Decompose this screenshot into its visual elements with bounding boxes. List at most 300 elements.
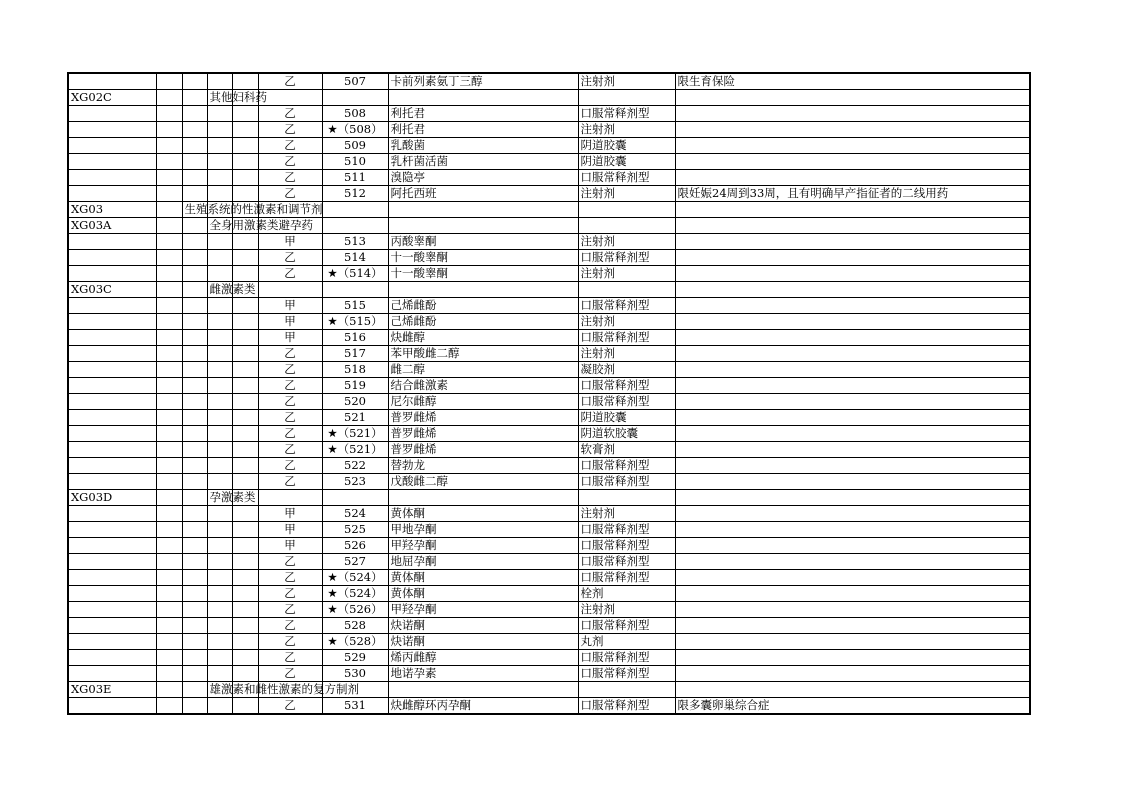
dosage-form-cell (578, 490, 675, 506)
blank-cell (232, 426, 258, 442)
blank-cell (156, 602, 182, 618)
blank-cell (156, 426, 182, 442)
dosage-form-cell: 口服常释剂型 (578, 618, 675, 634)
dosage-form-cell: 口服常释剂型 (578, 330, 675, 346)
subgroup-label: 孕激素类 (209, 490, 256, 504)
code-cell: XG03A (68, 218, 156, 234)
dosage-form-cell (578, 202, 675, 218)
group-label-cell (182, 650, 207, 666)
table-row (68, 442, 1030, 458)
code-cell (68, 330, 156, 346)
table-row (68, 506, 1030, 522)
group-label-cell (182, 570, 207, 586)
blank-cell (232, 650, 258, 666)
drug-name-cell: 利托君 (388, 122, 578, 138)
table-row (68, 330, 1030, 346)
drug-name-cell: 普罗雌烯 (388, 410, 578, 426)
table-row (68, 522, 1030, 538)
blank-cell (156, 554, 182, 570)
blank-cell (232, 554, 258, 570)
drug-name-cell: 炔雌醇 (388, 330, 578, 346)
table-row (68, 90, 1030, 106)
table-row (68, 666, 1030, 682)
blank-cell (156, 506, 182, 522)
dosage-form-cell: 口服常释剂型 (578, 538, 675, 554)
number-cell: ★（508） (322, 122, 388, 138)
drug-name-cell (388, 90, 578, 106)
blank-cell (232, 378, 258, 394)
category-cell: 甲 (258, 506, 322, 522)
blank-cell (232, 474, 258, 490)
blank-cell (232, 73, 258, 90)
category-cell: 乙 (258, 106, 322, 122)
blank-cell (156, 298, 182, 314)
blank-cell (232, 314, 258, 330)
table-row (68, 618, 1030, 634)
category-cell: 乙 (258, 698, 322, 715)
subgroup-label-cell (207, 250, 232, 266)
group-label-cell (182, 618, 207, 634)
dosage-form-cell: 软膏剂 (578, 442, 675, 458)
subgroup-label-cell (207, 506, 232, 522)
code-cell (68, 442, 156, 458)
number-cell: 528 (322, 618, 388, 634)
dosage-form-cell (578, 218, 675, 234)
note-cell (675, 506, 1030, 522)
number-cell: 520 (322, 394, 388, 410)
subgroup-label-cell (207, 426, 232, 442)
number-cell: 522 (322, 458, 388, 474)
blank-cell (232, 634, 258, 650)
dosage-form-cell: 丸剂 (578, 634, 675, 650)
dosage-form-cell: 注射剂 (578, 73, 675, 90)
table-row (68, 282, 1030, 298)
group-label-cell (182, 426, 207, 442)
drug-name-cell (388, 202, 578, 218)
drug-name-cell (388, 282, 578, 298)
blank-cell (156, 474, 182, 490)
drug-name-cell: 甲羟孕酮 (388, 538, 578, 554)
category-cell: 乙 (258, 586, 322, 602)
drug-name-cell: 十一酸睾酮 (388, 250, 578, 266)
blank-cell (232, 298, 258, 314)
table-row (68, 170, 1030, 186)
group-label-cell (182, 106, 207, 122)
drug-name-cell: 结合雌激素 (388, 378, 578, 394)
group-label-cell (182, 218, 207, 234)
blank-cell (232, 458, 258, 474)
number-cell: 531 (322, 698, 388, 715)
blank-cell (232, 186, 258, 202)
subgroup-label-cell (207, 618, 232, 634)
table-row (68, 634, 1030, 650)
group-label-cell (182, 154, 207, 170)
table-row (68, 266, 1030, 282)
subgroup-label-cell (207, 234, 232, 250)
dosage-form-cell: 注射剂 (578, 186, 675, 202)
blank-cell (232, 266, 258, 282)
code-cell (68, 634, 156, 650)
category-cell: 乙 (258, 602, 322, 618)
note-cell (675, 458, 1030, 474)
blank-cell (156, 650, 182, 666)
group-label-cell (182, 378, 207, 394)
category-cell: 甲 (258, 314, 322, 330)
number-cell: 530 (322, 666, 388, 682)
blank-cell (156, 666, 182, 682)
group-label-cell (182, 314, 207, 330)
table-body (68, 73, 1030, 714)
category-cell: 乙 (258, 666, 322, 682)
table-row (68, 362, 1030, 378)
group-label-cell (182, 442, 207, 458)
code-cell (68, 666, 156, 682)
dosage-form-cell: 阴道胶囊 (578, 138, 675, 154)
category-cell: 甲 (258, 538, 322, 554)
blank-cell (232, 618, 258, 634)
dosage-form-cell: 口服常释剂型 (578, 394, 675, 410)
table-row (68, 650, 1030, 666)
group-label-cell (182, 554, 207, 570)
table-row (68, 426, 1030, 442)
number-cell: ★（521） (322, 442, 388, 458)
subgroup-label-cell (207, 682, 359, 698)
blank-cell (156, 442, 182, 458)
dosage-form-cell: 口服常释剂型 (578, 458, 675, 474)
blank-cell (156, 458, 182, 474)
dosage-form-cell: 注射剂 (578, 506, 675, 522)
blank-cell (156, 202, 182, 218)
subgroup-label: 其他妇科药 (209, 90, 267, 104)
category-cell: 乙 (258, 346, 322, 362)
dosage-form-cell: 注射剂 (578, 266, 675, 282)
code-cell (68, 234, 156, 250)
code-cell (68, 250, 156, 266)
blank-cell (156, 218, 182, 234)
category-cell: 乙 (258, 250, 322, 266)
dosage-form-cell: 口服常释剂型 (578, 298, 675, 314)
category-cell: 甲 (258, 234, 322, 250)
category-cell (258, 490, 322, 506)
blank-cell (232, 410, 258, 426)
note-cell: 限多囊卵巢综合症 (675, 698, 1030, 715)
subgroup-label-cell (207, 170, 232, 186)
group-label-cell (182, 330, 207, 346)
blank-cell (156, 490, 182, 506)
table-row (68, 346, 1030, 362)
subgroup-label-cell (207, 106, 232, 122)
dosage-form-cell: 口服常释剂型 (578, 522, 675, 538)
code-cell (68, 186, 156, 202)
drug-name-cell (388, 490, 578, 506)
subgroup-label-cell (207, 570, 232, 586)
blank-cell (232, 362, 258, 378)
table-row (68, 378, 1030, 394)
drug-name-cell: 戊酸雌二醇 (388, 474, 578, 490)
dosage-form-cell: 口服常释剂型 (578, 554, 675, 570)
number-cell (322, 90, 388, 106)
blank-cell (232, 346, 258, 362)
dosage-form-cell: 注射剂 (578, 234, 675, 250)
subgroup-label-cell (207, 314, 232, 330)
group-label-cell (182, 202, 323, 218)
note-cell (675, 234, 1030, 250)
table-row (68, 682, 1030, 698)
drug-name-cell: 普罗雌烯 (388, 442, 578, 458)
note-cell (675, 618, 1030, 634)
blank-cell (232, 506, 258, 522)
group-label-cell (182, 666, 207, 682)
group-label-cell (182, 170, 207, 186)
subgroup-label-cell (207, 282, 256, 298)
blank-cell (156, 282, 182, 298)
subgroup-label-cell (207, 586, 232, 602)
category-cell: 乙 (258, 138, 322, 154)
group-label-cell (182, 474, 207, 490)
code-cell (68, 474, 156, 490)
subgroup-label-cell (207, 474, 232, 490)
table-row (68, 73, 1030, 90)
blank-cell (156, 618, 182, 634)
dosage-form-cell: 注射剂 (578, 346, 675, 362)
category-cell: 乙 (258, 266, 322, 282)
subgroup-label-cell (207, 698, 232, 715)
code-cell: XG03 (68, 202, 156, 218)
code-cell (68, 298, 156, 314)
group-label: 生殖系统的性激素和调节剂 (184, 202, 323, 216)
category-cell: 乙 (258, 362, 322, 378)
blank-cell (232, 106, 258, 122)
drug-name-cell: 炔雌醇环丙孕酮 (388, 698, 578, 715)
number-cell: 527 (322, 554, 388, 570)
dosage-form-cell: 口服常释剂型 (578, 666, 675, 682)
drug-name-cell: 十一酸睾酮 (388, 266, 578, 282)
blank-cell (156, 138, 182, 154)
code-cell (68, 362, 156, 378)
number-cell: 516 (322, 330, 388, 346)
dosage-form-cell: 注射剂 (578, 602, 675, 618)
group-label-cell (182, 138, 207, 154)
group-label-cell (182, 682, 207, 698)
note-cell (675, 378, 1030, 394)
category-cell: 乙 (258, 442, 322, 458)
group-label-cell (182, 122, 207, 138)
code-cell (68, 554, 156, 570)
subgroup-label-cell (207, 346, 232, 362)
group-label-cell (182, 506, 207, 522)
blank-cell (232, 330, 258, 346)
blank-cell (156, 330, 182, 346)
subgroup-label: 雄激素和雌性激素的复方制剂 (209, 682, 359, 696)
note-cell (675, 138, 1030, 154)
group-label-cell (182, 490, 207, 506)
table-row (68, 218, 1030, 234)
code-cell (68, 106, 156, 122)
code-cell (68, 73, 156, 90)
note-cell (675, 218, 1030, 234)
table-row (68, 586, 1030, 602)
number-cell: ★（524） (322, 586, 388, 602)
note-cell (675, 250, 1030, 266)
blank-cell (156, 346, 182, 362)
blank-cell (156, 570, 182, 586)
number-cell: 511 (322, 170, 388, 186)
subgroup-label-cell (207, 186, 232, 202)
category-cell (258, 90, 322, 106)
subgroup-label: 雌激素类 (209, 282, 256, 296)
dosage-form-cell: 口服常释剂型 (578, 698, 675, 715)
blank-cell (232, 538, 258, 554)
code-cell (68, 394, 156, 410)
subgroup-label-cell (207, 522, 232, 538)
drug-name-cell: 雌二醇 (388, 362, 578, 378)
subgroup-label-cell (207, 554, 232, 570)
group-label-cell (182, 250, 207, 266)
table-row (68, 202, 1030, 218)
blank-cell (156, 538, 182, 554)
number-cell: 529 (322, 650, 388, 666)
blank-cell (232, 138, 258, 154)
subgroup-label-cell (207, 490, 256, 506)
drug-name-cell: 丙酸睾酮 (388, 234, 578, 250)
blank-cell (232, 698, 258, 715)
table-row (68, 122, 1030, 138)
blank-cell (156, 314, 182, 330)
drug-name-cell: 地屈孕酮 (388, 554, 578, 570)
category-cell: 乙 (258, 122, 322, 138)
subgroup-label-cell (207, 394, 232, 410)
code-cell (68, 458, 156, 474)
note-cell (675, 490, 1030, 506)
drug-name-cell: 乳酸菌 (388, 138, 578, 154)
blank-cell (156, 250, 182, 266)
dosage-form-cell: 口服常释剂型 (578, 106, 675, 122)
group-label-cell (182, 698, 207, 715)
blank-cell (156, 394, 182, 410)
subgroup-label-cell (207, 138, 232, 154)
dosage-form-cell (578, 682, 675, 698)
number-cell: ★（521） (322, 426, 388, 442)
blank-cell (156, 170, 182, 186)
code-cell (68, 698, 156, 715)
table-row (68, 570, 1030, 586)
subgroup-label-cell (207, 218, 313, 234)
table-row (68, 394, 1030, 410)
blank-cell (156, 186, 182, 202)
group-label-cell (182, 362, 207, 378)
table-row (68, 154, 1030, 170)
table-row (68, 250, 1030, 266)
note-cell (675, 474, 1030, 490)
number-cell: 514 (322, 250, 388, 266)
category-cell: 乙 (258, 618, 322, 634)
code-cell (68, 618, 156, 634)
drug-name-cell: 炔诺酮 (388, 618, 578, 634)
code-cell (68, 602, 156, 618)
group-label-cell (182, 346, 207, 362)
dosage-form-cell: 阴道胶囊 (578, 154, 675, 170)
blank-cell (156, 154, 182, 170)
subgroup-label-cell (207, 602, 232, 618)
note-cell (675, 330, 1030, 346)
blank-cell (156, 90, 182, 106)
subgroup-label-cell (207, 538, 232, 554)
number-cell: 512 (322, 186, 388, 202)
number-cell: 517 (322, 346, 388, 362)
blank-cell (156, 266, 182, 282)
group-label-cell (182, 394, 207, 410)
subgroup-label-cell (207, 298, 232, 314)
category-cell: 乙 (258, 154, 322, 170)
note-cell (675, 586, 1030, 602)
drug-name-cell: 黄体酮 (388, 586, 578, 602)
note-cell (675, 650, 1030, 666)
note-cell (675, 346, 1030, 362)
blank-cell (232, 442, 258, 458)
subgroup-label-cell (207, 90, 267, 106)
note-cell (675, 122, 1030, 138)
table-row (68, 458, 1030, 474)
code-cell (68, 314, 156, 330)
note-cell (675, 266, 1030, 282)
group-label-cell (182, 266, 207, 282)
note-cell: 限妊娠24周到33周，且有明确早产指征者的二线用药 (675, 186, 1030, 202)
category-cell: 乙 (258, 554, 322, 570)
note-cell (675, 522, 1030, 538)
drug-name-cell (388, 218, 578, 234)
code-cell (68, 378, 156, 394)
code-cell (68, 266, 156, 282)
drug-name-cell: 普罗雌烯 (388, 426, 578, 442)
table-row (68, 106, 1030, 122)
drug-name-cell: 溴隐亭 (388, 170, 578, 186)
category-cell: 甲 (258, 522, 322, 538)
blank-cell (156, 410, 182, 426)
note-cell (675, 570, 1030, 586)
dosage-form-cell: 阴道胶囊 (578, 410, 675, 426)
table-row (68, 490, 1030, 506)
number-cell: 523 (322, 474, 388, 490)
table-row (68, 554, 1030, 570)
category-cell: 乙 (258, 458, 322, 474)
number-cell: 510 (322, 154, 388, 170)
table-row (68, 314, 1030, 330)
group-label-cell (182, 602, 207, 618)
subgroup-label-cell (207, 634, 232, 650)
blank-cell (232, 602, 258, 618)
dosage-form-cell: 阴道软胶囊 (578, 426, 675, 442)
note-cell (675, 554, 1030, 570)
group-label-cell (182, 458, 207, 474)
dosage-form-cell (578, 90, 675, 106)
code-cell: XG03D (68, 490, 156, 506)
dosage-form-cell: 注射剂 (578, 122, 675, 138)
code-cell (68, 170, 156, 186)
category-cell: 甲 (258, 330, 322, 346)
blank-cell (156, 586, 182, 602)
code-cell: XG02C (68, 90, 156, 106)
dosage-form-cell: 注射剂 (578, 314, 675, 330)
category-cell: 乙 (258, 170, 322, 186)
number-cell: 509 (322, 138, 388, 154)
group-label-cell (182, 298, 207, 314)
note-cell (675, 394, 1030, 410)
category-cell: 乙 (258, 186, 322, 202)
blank-cell (156, 698, 182, 715)
number-cell: 513 (322, 234, 388, 250)
note-cell (675, 170, 1030, 186)
subgroup-label-cell (207, 458, 232, 474)
